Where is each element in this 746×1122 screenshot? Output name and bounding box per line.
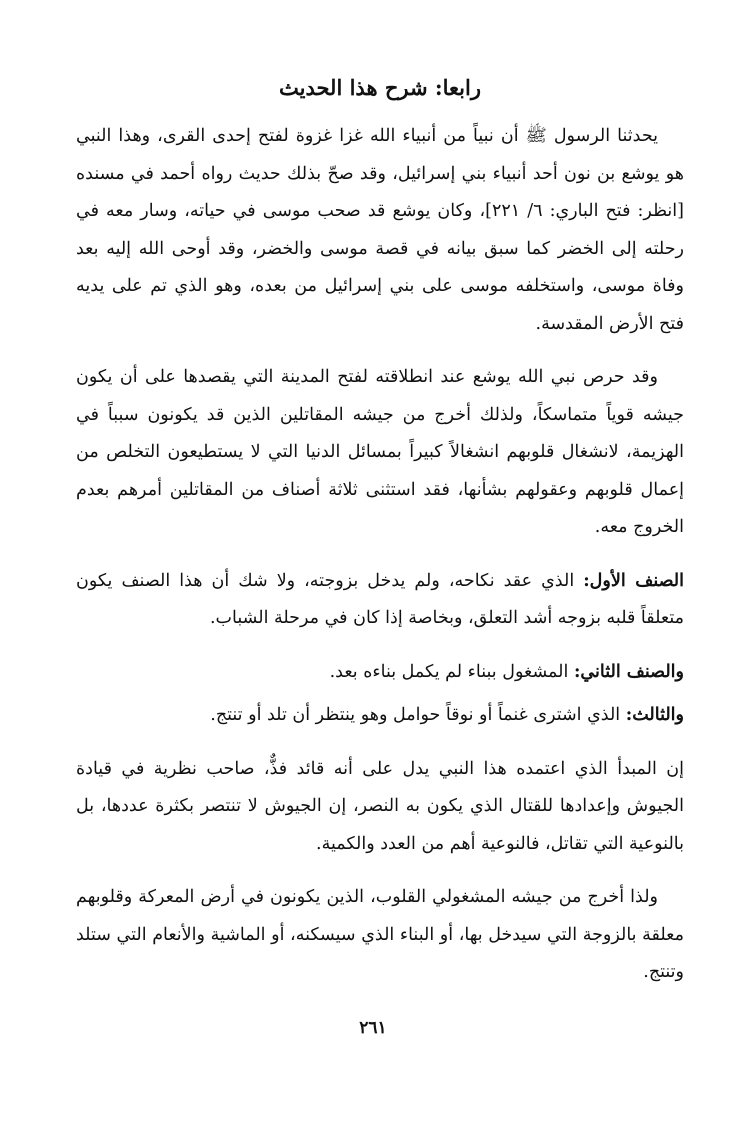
paragraph-text: المشغول ببناء لم يكمل بناءه بعد.: [329, 661, 569, 682]
paragraph-principle: [76, 751, 684, 864]
paragraph-intro: [76, 118, 684, 343]
paragraph-text: ولذا أخرج من جيشه المشغولي القلوب، الذين يكونون في أرض المعركة وقلوبهم معلقة بالزوجة التي سيدخل بها، أو البناء الذي سيسكنه، أو الماشية والأنعام التي ستلد وتنتج.: [76, 887, 684, 982]
paragraph-text: وقد حرص نبي الله يوشع عند انطلاقته لفتح المدينة التي يقصدها على أن يكون جيشه قوياً متماسكاً، ولذلك أخرج من جيشه المقاتلين الذين قد يكونون سبباً في الهزيمة، لانشغال قلوبهم انشغالاً كبيراً بمسائل الدنيا التي لا يستطيعون التخلص من إعمال قلوبهم وعقولهم بشأنها، فقد استثنى ثلاثة أصناف من المقاتلين أمرهم بعدم الخروج معه.: [76, 367, 684, 537]
paragraph-text: يحدثنا الرسول ﷺ أن نبياً من أنبياء الله غزا غزوة لفتح إحدى القرى، وهذا النبي هو يوشع بن نون أحد أنبياء بني إسرائيل، وقد صحّ بذلك حديث رواه أحمد في مسنده [انظر: فتح الباري: ٦/ ٢٢١]، وكان يوشع قد صحب موسى في حياته، وسار معه في رحلته إلى الخضر كما سبق بيانه في قصة موسى والخضر، وقد أوحى الله إليه بعد وفاة موسى، واستخلفه موسى على بني إسرائيل من بعده، وهو الذي تم على يديه فتح الأرض المقدسة.: [76, 126, 684, 334]
paragraph-text: إن المبدأ الذي اعتمده هذا النبي يدل على أنه قائد فذٌّ، صاحب نظرية في قيادة الجيوش وإعدادها للقتال الذي يكون به النصر، إن الجيوش لا تنتصر بكثرة عددها، بل بالنوعية التي تقاتل، فالنوعية أهم من العدد والكمية.: [76, 758, 684, 854]
paragraph-third-category: [76, 697, 684, 735]
paragraph-conclusion: [76, 879, 684, 992]
paragraph-text: الذي عقد نكاحه، ولم يدخل بزوجته، ولا شك أن هذا الصنف يكون متعلقاً قلبه بزوجه أشد التعلق، وبخاصة إذا كان في مرحلة الشباب.: [76, 570, 684, 628]
paragraph-army: [76, 359, 684, 547]
paragraph-first-category: [76, 563, 684, 638]
section-heading: رابعا: شرح هذا الحديث: [279, 75, 481, 100]
paragraph-text: الذي اشترى غنماً أو نوقاً حوامل وهو ينتظر أن تلد أو تنتج.: [210, 705, 621, 725]
paragraph-label: والصنف الثاني:: [573, 661, 684, 682]
paragraph-label: الصنف الأول:: [583, 570, 685, 591]
paragraph-second-category: [76, 654, 684, 692]
page-number: ٢٦١: [359, 1018, 387, 1038]
paragraph-label: والثالث:: [625, 705, 684, 725]
book-page: [76, 72, 684, 1082]
